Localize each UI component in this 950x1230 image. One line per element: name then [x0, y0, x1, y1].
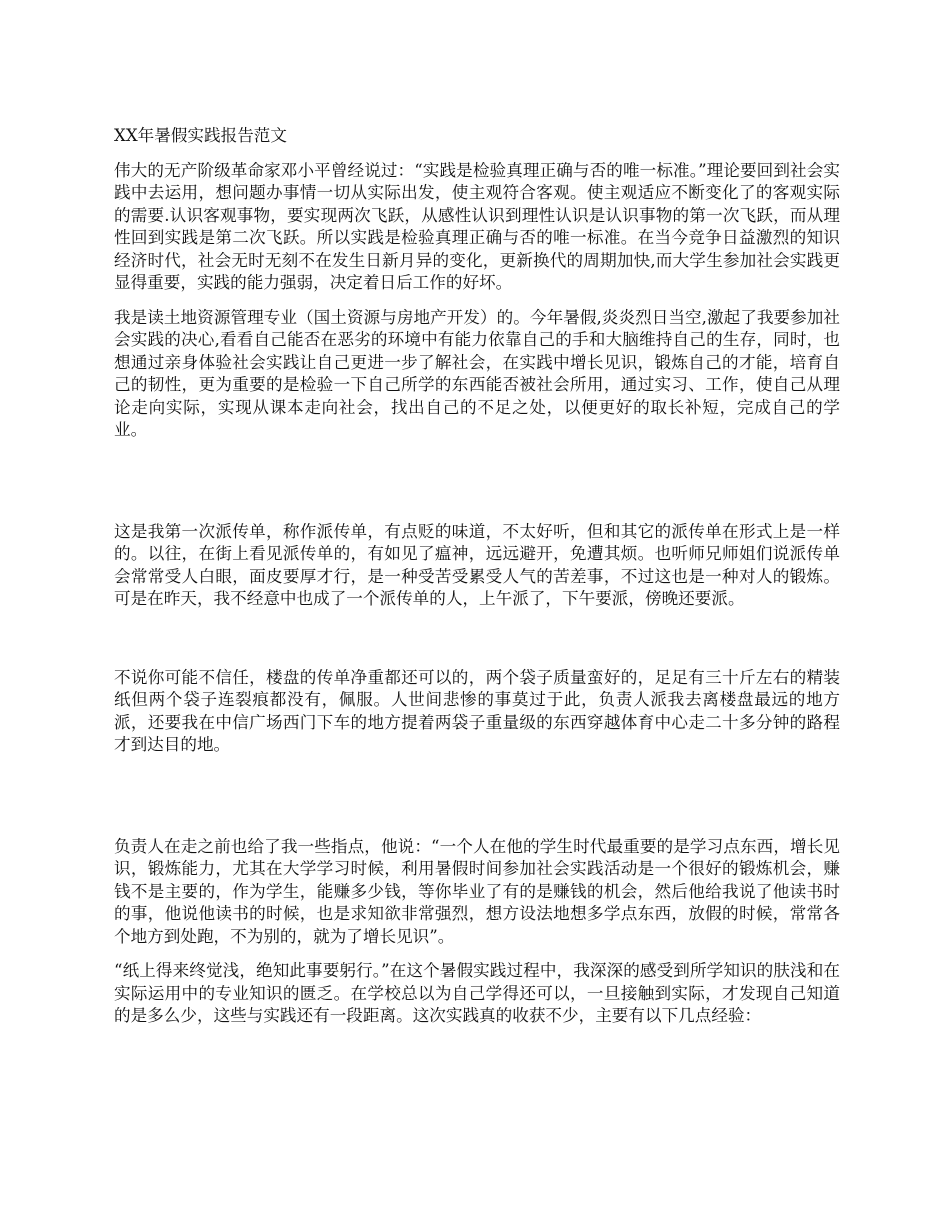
paragraph-spacer — [114, 757, 840, 836]
paragraph-5: 负责人在走之前也给了我一些指点，他说：“一个人在他的学生时代最重要的是学习点东西，增长见识，锻炼能力，尤其在大学学习时候，利用暑假时间参加社会实践活动是一个很好的锻炼机会，赚钱不是主要的，作为学生，能赚多少钱，等你毕业了有的是赚钱的机会，然后他给我说了他读书时的事，他说他读书的时候，也是求知欲非常强烈，想方设法地想多学点东西，放假的时候，常常各个地方到处跑，不为别的，就为了增长见识”。 — [114, 836, 840, 946]
document-title: XX年暑假实践报告范文 — [114, 126, 287, 145]
document-body — [114, 125, 840, 1028]
paragraph-6: “纸上得来终觉浅，绝知此事要躬行。”在这个暑假实践过程中，我深深的感受到所学知识的肤浅和在实际运用中的专业知识的匮乏。在学校总以为自己学得还可以，一旦接触到实际，才发现自己知道的是多么少，这些与实践还有一段距离。这次实践真的收获不少，主要有以下几点经验： — [114, 961, 840, 1025]
paragraph-spacer — [114, 948, 840, 960]
paragraph-1: 伟大的无产阶级革命家邓小平曾经说过：“实践是检验真理正确与否的唯一标准。”理论要回到社会实践中去运用，想问题办事情一切从实际出发，使主观符合客观。使主观适应不断变化了的客观实际的需要.认识客观事物，要实现两次飞跃，从感性认识到理性认识是认识事物的第一次飞跃，而从理性回到实践是第二次飞跃。所以实践是检验真理正确与否的唯一标准。在当今竞争日益激烈的知识经济时代，社会无时无刻不在发生日新月异的变化，更新换代的周期加快,而大学生参加社会实践更显得重要，实践的能力强弱，决定着日后工作的好坏。 — [114, 160, 840, 292]
paragraph-spacer — [114, 295, 840, 307]
paragraph-spacer — [114, 442, 840, 521]
paragraph-4: 不说你可能不信任，楼盘的传单净重都还可以的，两个袋子质量蛮好的，足足有三十斤左右的精装纸但两个袋子连裂痕都没有，佩服。人世间悲惨的事莫过于此，负责人派我去离楼盘最远的地方派，还要我在中信广场西门下车的地方提着两袋子重量级的东西穿越体育中心走二十多分钟的路程才到达目的地。 — [114, 667, 840, 754]
paragraph-spacer — [114, 611, 840, 667]
paragraph-3: 这是我第一次派传单，称作派传单，有点贬的味道，不太好听，但和其它的派传单在形式上是一样的。以往，在街上看见派传单的，有如见了瘟神，远远避开，免遭其烦。也听师兄师姐们说派传单会常常受人白眼，面皮要厚才行，是一种受苦受累受人气的苦差事，不过这也是一种对人的锻炼。可是在昨天，我不经意中也成了一个派传单的人，上午派了，下午要派，傍晚还要派。 — [114, 521, 840, 608]
paragraph-2: 我是读土地资源管理专业（国土资源与房地产开发）的。今年暑假,炎炎烈日当空,激起了我要参加社会实践的决心,看看自己能否在恶劣的环境中有能力依靠自己的手和大脑维持自己的生存，同时，也想通过亲身体验社会实践让自己更进一步了解社会，在实践中增长见识，锻炼自己的才能，培育自己的韧性，更为重要的是检验一下自己所学的东西能否被社会所用，通过实习、工作，使自己从理论走向实际，实现从课本走向社会，找出自己的不足之处，以便更好的取长补短，完成自己的学业。 — [114, 307, 840, 439]
